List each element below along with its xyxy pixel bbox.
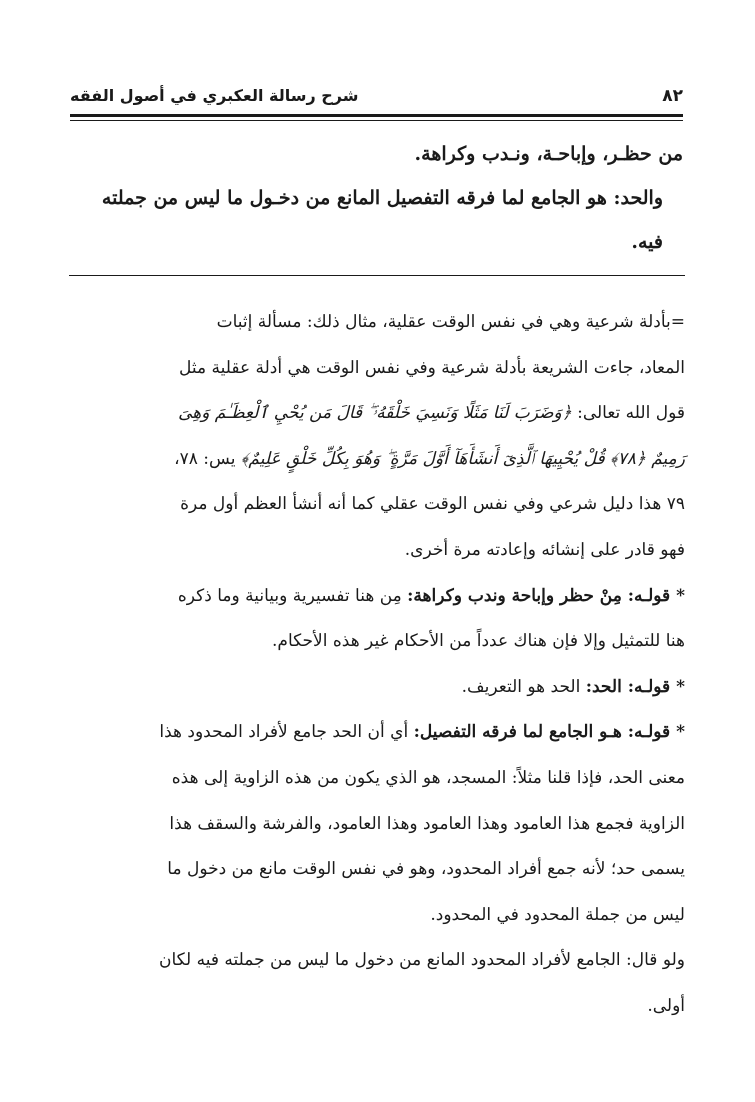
main-line-2: والحد: هو الجامع لما فرقه التفصيل المانع من دخـول ما ليس من جملته فيه.	[101, 187, 663, 253]
note-text: الحد هو التعريف.	[461, 676, 586, 697]
note-line: أولى.	[647, 995, 685, 1016]
quran-verse: رَمِيمٌ ﴿٧٨﴾ قُلْ يُحْيِيهَا ٱلَّذِىٓ أَنشَأَهَآ أَوَّلَ مَرَّةٍ ۖ وَهُوَ بِكُلِّ خَلْقٍ عَلِيمٌ﴾	[240, 448, 685, 469]
running-title: شرح رسالة العكبري في أصول الفقه	[70, 86, 359, 105]
note-line: فهو قادر على إنشائه وإعادته مرة أخرى.	[404, 539, 685, 560]
header-rule-thick	[70, 114, 683, 117]
note-line	[70, 710, 685, 756]
note-text: مِن هنا تفسيرية وبيانية وما ذكره	[177, 585, 408, 606]
note-text: أي أن الحد جامع لأفراد المحدود هذا	[159, 722, 414, 743]
note-line	[70, 665, 685, 711]
note-line: ليس من جملة المحدود في المحدود.	[430, 904, 685, 925]
note-line: =بأدلة شرعية وهي في نفس الوقت عقلية، مثال ذلك: مسألة إثبات	[216, 312, 685, 332]
note-line: معنى الحد، فإذا قلنا مثلاً: المسجد، هو الذي يكون من هذه الزاوية إلى هذه	[171, 767, 685, 788]
commentary-text	[70, 300, 685, 1030]
note-lead: * قولـه: الحد:	[585, 676, 685, 697]
note-line: الزاوية فجمع هذا العامود وهذا العامود وهذا العامود، والفرشة والسقف هذا	[169, 813, 685, 834]
page-number: ٨٢	[662, 86, 683, 106]
note-line: ٧٩ هذا دليل شرعي وفي نفس الوقت عقلي كما أنه أنشأ العظم أول مرة	[180, 494, 685, 515]
note-line: ولو قال: الجامع لأفراد المحدود المانع من دخول ما ليس من جملته فيه لكان	[159, 950, 685, 971]
note-lead: * قولـه: هـو الجامع لما فرقه التفصيل:	[413, 722, 685, 743]
note-line: المعاد، جاءت الشريعة بأدلة شرعية وفي نفس الوقت هي أدلة عقلية مثل	[178, 357, 685, 378]
note-line	[70, 391, 685, 437]
verse-reference: يس: ٧٨،	[174, 448, 241, 469]
note-line: هنا للتمثيل وإلا فإن هناك عدداً من الأحكام غير هذه الأحكام.	[272, 631, 685, 652]
main-line-1: من حظـر، وإباحـة، ونـدب وكراهة.	[414, 143, 683, 165]
note-line	[70, 437, 685, 483]
note-text: قول الله تعالى:	[571, 403, 685, 424]
note-lead: * قولـه: مِنْ حظر وإباحة وندب وكراهة:	[407, 585, 685, 606]
main-text	[70, 132, 683, 264]
footnote-separator	[69, 275, 685, 276]
header-rule-thin	[70, 120, 683, 121]
running-header	[70, 86, 683, 112]
note-line: يسمى حد؛ لأنه جمع أفراد المحدود، وهو في نفس الوقت مانع من دخول ما	[167, 859, 685, 880]
quran-verse: ﴿وَضَرَبَ لَنَا مَثَلًا وَنَسِيَ خَلْقَهُۥ ۖ قَالَ مَن يُحْيِ ٱلْعِظَـٰمَ وَهِىَ	[178, 403, 572, 424]
note-line	[70, 574, 685, 620]
